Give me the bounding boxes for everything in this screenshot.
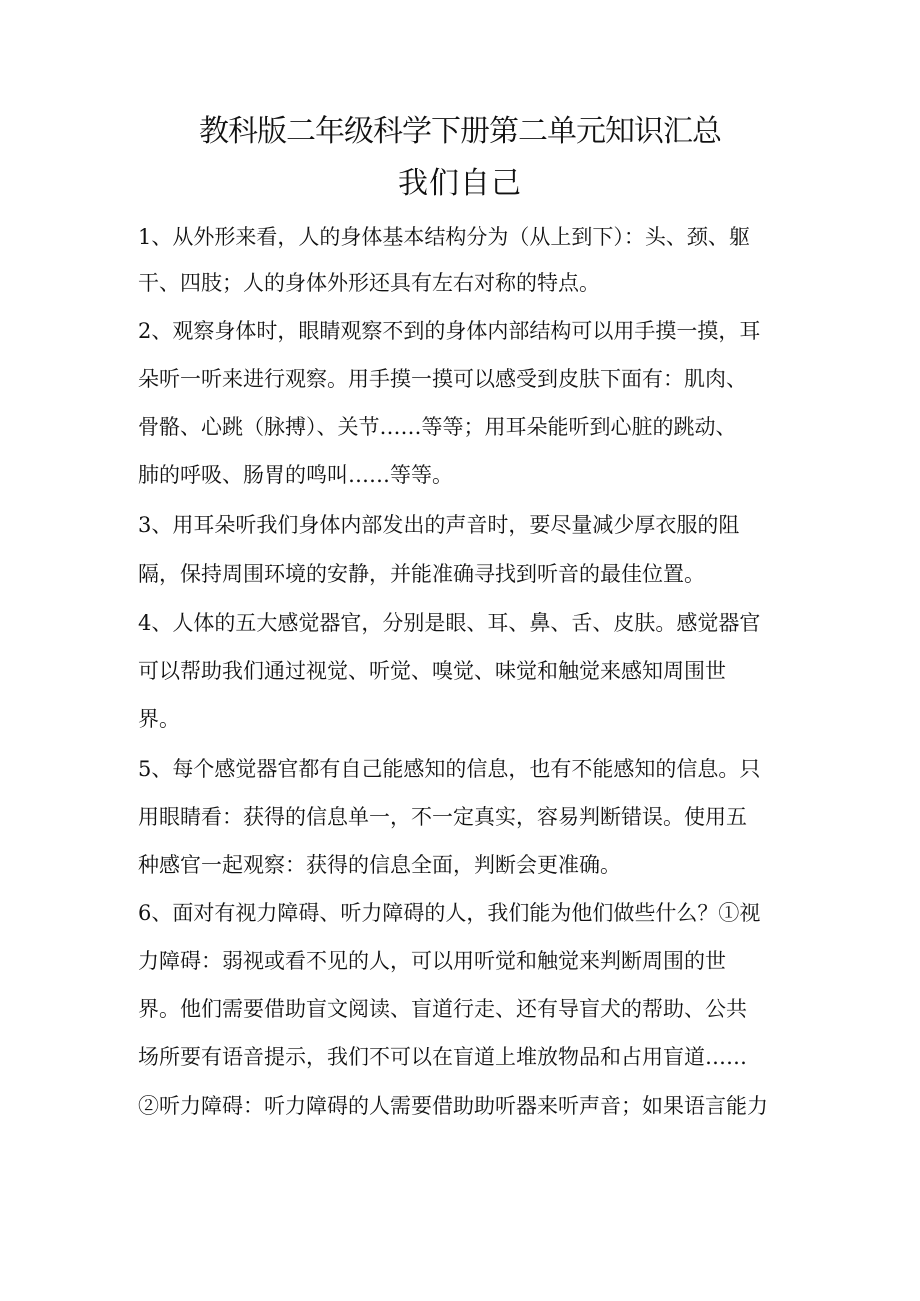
body-line: 力障碍：弱视或看不见的人，可以用听觉和触觉来判断周围的世 [138,949,726,973]
body-line: 4、人体的五大感觉器官，分别是眼、耳、鼻、舌、皮肤。感觉器官 [138,611,761,635]
body-line: 朵听一听来进行观察。用手摸一摸可以感受到皮肤下面有：肌肉、 [138,367,747,391]
body-line: ②听力障碍：听力障碍的人需要借助助听器来听声音；如果语言能力 [138,1094,768,1118]
body-line: 1、从外形来看，人的身体基本结构分为（从上到下）：头、颈、躯 [138,225,750,249]
body-line: 干、四肢；人的身体外形还具有左右对称的特点。 [138,271,600,295]
body-line: 界。 [138,707,180,731]
body-line: 2、观察身体时，眼睛观察不到的身体内部结构可以用手摸一摸，耳 [138,319,761,343]
body-line: 骨骼、心跳（脉搏）、关节……等等；用耳朵能听到心脏的跳动、 [138,415,737,439]
body-line: 3、用耳朵听我们身体内部发出的声音时，要尽量减少厚衣服的阻 [138,513,740,537]
body-line: 用眼睛看：获得的信息单一，不一定真实，容易判断错误。使用五 [138,805,747,829]
body-line: 界。他们需要借助盲文阅读、盲道行走、还有导盲犬的帮助、公共 [138,997,747,1021]
body-line: 5、每个感觉器官都有自己能感知的信息，也有不能感知的信息。只 [138,757,761,781]
body-line: 6、面对有视力障碍、听力障碍的人，我们能为他们做些什么？①视 [138,901,761,925]
body-line: 可以帮助我们通过视觉、听觉、嗅觉、味觉和触觉来感知周围世 [138,659,726,683]
body-line: 隔，保持周围环境的安静，并能准确寻找到听音的最佳位置。 [138,562,705,586]
document-subtitle: 我们自己 [398,166,522,201]
body-line: 种感官一起观察：获得的信息全面，判断会更准确。 [138,853,621,877]
document-title: 教科版二年级科学下册第二单元知识汇总 [199,114,721,149]
body-line: 肺的呼吸、肠胃的鸣叫……等等。 [138,463,453,487]
body-line: 场所要有语音提示，我们不可以在盲道上堆放物品和占用盲道…… [138,1045,747,1069]
